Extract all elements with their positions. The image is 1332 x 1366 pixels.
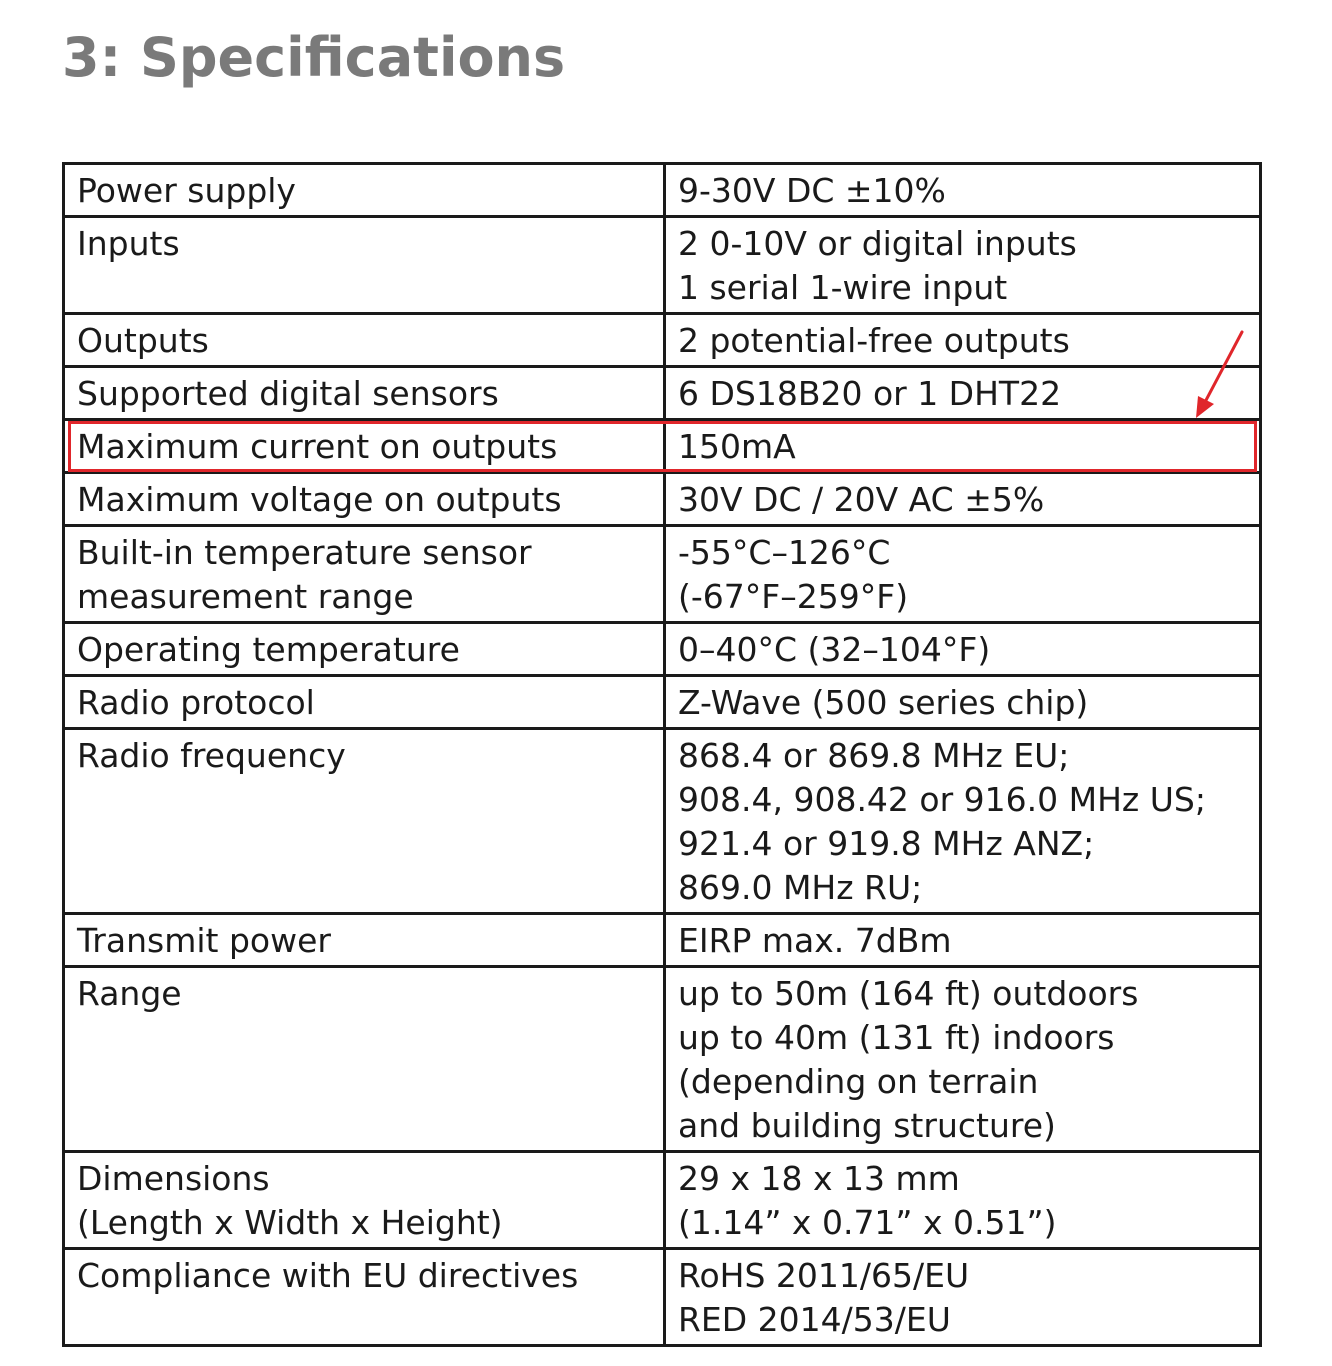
spec-value: 150mA	[665, 420, 1261, 473]
spec-row	[64, 526, 1261, 623]
spec-label: Power supply	[64, 164, 665, 217]
specifications-table	[62, 162, 1262, 1347]
spec-value: 2 0-10V or digital inputs 1 serial 1-wire input	[665, 217, 1261, 314]
page-title: 3: Specifications	[62, 26, 566, 89]
spec-label: Range	[64, 967, 665, 1152]
spec-value: 29 x 18 x 13 mm (1.14” x 0.71” x 0.51”)	[665, 1152, 1261, 1249]
spec-value: -55°C–126°C (-67°F–259°F)	[665, 526, 1261, 623]
spec-label: Outputs	[64, 314, 665, 367]
spec-value: 2 potential-free outputs	[665, 314, 1261, 367]
spec-label: Maximum voltage on outputs	[64, 473, 665, 526]
spec-row	[64, 1249, 1261, 1346]
spec-row	[64, 1152, 1261, 1249]
spec-row	[64, 914, 1261, 967]
spec-value: 868.4 or 869.8 MHz EU; 908.4, 908.42 or 916.0 MHz US; 921.4 or 919.8 MHz ANZ; 869.0 MHz RU;	[665, 729, 1261, 914]
spec-value: 30V DC / 20V AC ±5%	[665, 473, 1261, 526]
spec-value: 9-30V DC ±10%	[665, 164, 1261, 217]
spec-label: Dimensions (Length x Width x Height)	[64, 1152, 665, 1249]
spec-row	[64, 164, 1261, 217]
spec-label: Maximum current on outputs	[64, 420, 665, 473]
spec-row	[64, 367, 1261, 420]
spec-value: Z-Wave (500 series chip)	[665, 676, 1261, 729]
spec-label: Compliance with EU directives	[64, 1249, 665, 1346]
spec-value: RoHS 2011/65/EU RED 2014/53/EU	[665, 1249, 1261, 1346]
spec-row	[64, 967, 1261, 1152]
annotation-arrow-icon	[1180, 324, 1260, 424]
spec-label: Radio protocol	[64, 676, 665, 729]
spec-label: Operating temperature	[64, 623, 665, 676]
spec-row	[64, 473, 1261, 526]
spec-label: Supported digital sensors	[64, 367, 665, 420]
spec-row	[64, 217, 1261, 314]
spec-label: Built-in temperature sensor measurement range	[64, 526, 665, 623]
spec-row-highlighted	[64, 420, 1261, 473]
spec-label: Inputs	[64, 217, 665, 314]
spec-value: EIRP max. 7dBm	[665, 914, 1261, 967]
spec-label: Transmit power	[64, 914, 665, 967]
spec-row	[64, 676, 1261, 729]
spec-value: up to 50m (164 ft) outdoors up to 40m (131 ft) indoors (depending on terrain and building structure)	[665, 967, 1261, 1152]
spec-value: 0–40°C (32–104°F)	[665, 623, 1261, 676]
spec-row	[64, 729, 1261, 914]
spec-row	[64, 623, 1261, 676]
spec-value: 6 DS18B20 or 1 DHT22	[665, 367, 1261, 420]
spec-label: Radio frequency	[64, 729, 665, 914]
spec-row	[64, 314, 1261, 367]
